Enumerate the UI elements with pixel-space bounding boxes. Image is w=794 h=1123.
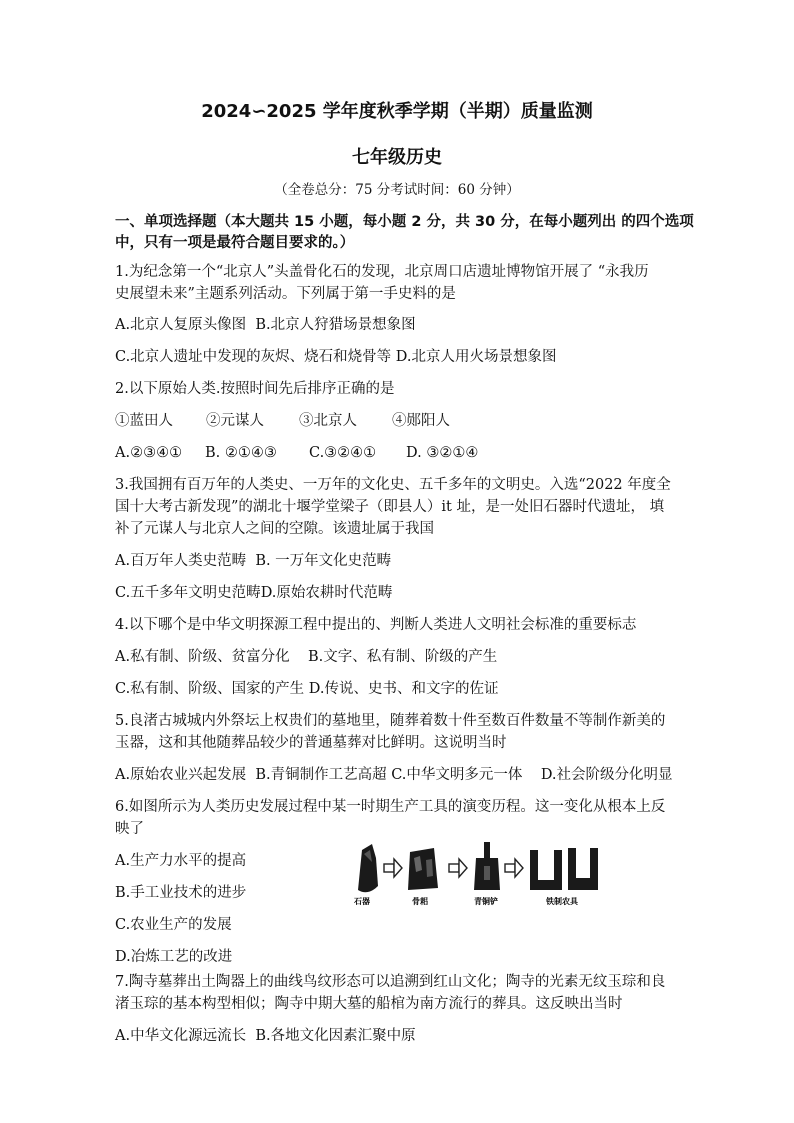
q5-option-d[interactable]: D.社会阶级分化明显	[540, 767, 673, 783]
exam-subtitle: 七年级历史	[352, 147, 442, 168]
q5-stem-line2: 玉器，这和其他随葬品较少的普通墓葬对比鲜明。这说明当时	[115, 735, 507, 751]
q2-item-3: ③北京人	[299, 413, 357, 429]
q7-stem-line1: 7.陶寺墓葬出土陶器上的曲线鸟纹形态可以追溯到红山文化；陶寺的光素无纹玉琮和良	[115, 974, 666, 990]
q2-stem: 2.以下原始人类.按照时间先后排序正确的是	[115, 381, 395, 397]
q2-item-2: ②元谋人	[206, 413, 264, 429]
bronze-shovel-image	[484, 842, 490, 858]
q2-option-b[interactable]: B. ②①④③	[205, 445, 277, 461]
q4-options-row2	[115, 679, 685, 699]
q2-option-c[interactable]: C.③②④①	[309, 445, 377, 461]
q2-item-4: ④郧阳人	[392, 413, 450, 429]
q6-option-d[interactable]: D.冶炼工艺的改进	[115, 949, 233, 965]
q6-option-b[interactable]: B.手工业技术的进步	[115, 885, 247, 901]
bone-spade-image	[408, 848, 438, 890]
arrow-icon-1	[384, 859, 402, 877]
q6-option-a[interactable]: A.生产力水平的提高	[115, 853, 247, 869]
exam-note: （全卷总分：75 分考试时间：60 分钟）	[274, 182, 520, 198]
q1-option-a[interactable]: A.北京人复原头像图	[115, 317, 247, 333]
q4-option-c[interactable]: C.私有制、阶级、国家的产生	[115, 681, 305, 697]
q1-stem-line1: 1.为纪念第一个“北京人”头盖骨化石的发现，北京周口店遗址博物馆开展了 “永我历	[115, 264, 649, 280]
q3-stem-line3: 补了元谋人与北京人之间的空隙。该遗址属于我国	[115, 521, 434, 537]
q1-options-row1	[115, 315, 685, 335]
q2-item-1: ①蓝田人	[115, 413, 173, 429]
arrow-icon-2	[449, 859, 467, 877]
section-heading-line1: 一、单项选择题（本大题共 15 小题，每小题 2 分，共 30 分，在每小题列出 的四个选项	[115, 214, 694, 230]
figure-label-stone: 石器	[354, 897, 370, 906]
q1-option-d[interactable]: D.北京人用火场景想象图	[395, 349, 557, 365]
q2-option-d[interactable]: D. ③②①④	[406, 445, 479, 461]
q4-option-b[interactable]: B.文字、私有制、阶级的产生	[308, 649, 498, 665]
figure-label-iron: 铁制农具	[546, 897, 578, 906]
q5-option-b[interactable]: B.青铜制作工艺高超	[255, 767, 387, 783]
figure-label-bone: 骨耜	[412, 897, 428, 906]
q1-stem-line2: 史展望未来”主题系列活动。下列属于第一手史料的是	[115, 286, 456, 302]
q1-option-c[interactable]: C.北京人遗址中发现的灰烬、烧石和烧骨等	[115, 349, 392, 365]
exam-title: 2024∽2025 学年度秋季学期（半期）质量监测	[201, 101, 593, 122]
q4-option-d[interactable]: D.传说、史书、和文字的佐证	[308, 681, 499, 697]
q6-stem-line1: 6.如图所示为人类历史发展过程中某一时期生产工具的演变历程。这一变化从根本上反	[115, 799, 666, 815]
q2-items	[115, 411, 685, 431]
q3-options-row1	[115, 551, 685, 571]
q5-option-c[interactable]: C.中华文明多元一体	[391, 767, 523, 783]
q2-option-a[interactable]: A.②③④①	[115, 445, 183, 461]
q3-option-b[interactable]: B. 一万年文化史范畴	[255, 553, 392, 569]
q7-options-row1	[115, 1026, 685, 1046]
q3-options-row2	[115, 583, 685, 603]
q3-option-c[interactable]: C.五千多年文明史范畴	[115, 585, 261, 601]
q5-options	[115, 765, 685, 785]
figure-label-bronze: 青铜铲	[474, 897, 498, 906]
stone-tool-image	[358, 844, 378, 892]
tool-evolution-figure	[350, 840, 620, 908]
q3-stem-line2: 国十大考古新发现”的湖北十堰学堂梁子（即县人）it 址，是一处旧石器时代遗址， 填	[115, 499, 665, 515]
q3-option-d[interactable]: D.原始农耕时代范畴	[260, 585, 393, 601]
q7-option-a[interactable]: A.中华文化源远流长	[115, 1028, 247, 1044]
q3-stem-line1: 3.我国拥有百万年的人类史、一万年的文化史、五千多年的文明史。入选“2022 年度全	[115, 477, 671, 493]
q6-stem-line2: 映了	[115, 821, 144, 837]
q1-options-row2	[115, 347, 685, 367]
q7-option-b[interactable]: B.各地文化因素汇聚中原	[255, 1028, 416, 1044]
q6-option-c[interactable]: C.农业生产的发展	[115, 917, 232, 933]
q5-option-a[interactable]: A.原始农业兴起发展	[115, 767, 247, 783]
arrow-icon-3	[505, 859, 523, 877]
q4-options-row1	[115, 647, 685, 667]
q7-stem-line2: 渚玉琮的基本构型相似；陶寺中期大墓的船棺为南方流行的葬具。这反映出当时	[115, 996, 623, 1012]
section-heading-line2: 中，只有一项是最符合题目要求的。）	[115, 235, 355, 251]
q3-option-a[interactable]: A.百万年人类史范畴	[115, 553, 247, 569]
tool-evolution-svg	[350, 840, 620, 908]
q4-stem: 4.以下哪个是中华文明探源工程中提出的、判断人类进人文明社会标准的重要标志	[115, 617, 637, 633]
iron-tools-image	[530, 850, 562, 890]
q4-option-a[interactable]: A.私有制、阶级、贫富分化	[115, 649, 290, 665]
q1-option-b[interactable]: B.北京人狩猎场景想象图	[255, 317, 416, 333]
q5-stem-line1: 5.良渚古城城内外祭坛上权贵们的墓地里，随葬着数十件至数百件数量不等制作新美的	[115, 713, 666, 729]
q2-options	[115, 443, 685, 463]
